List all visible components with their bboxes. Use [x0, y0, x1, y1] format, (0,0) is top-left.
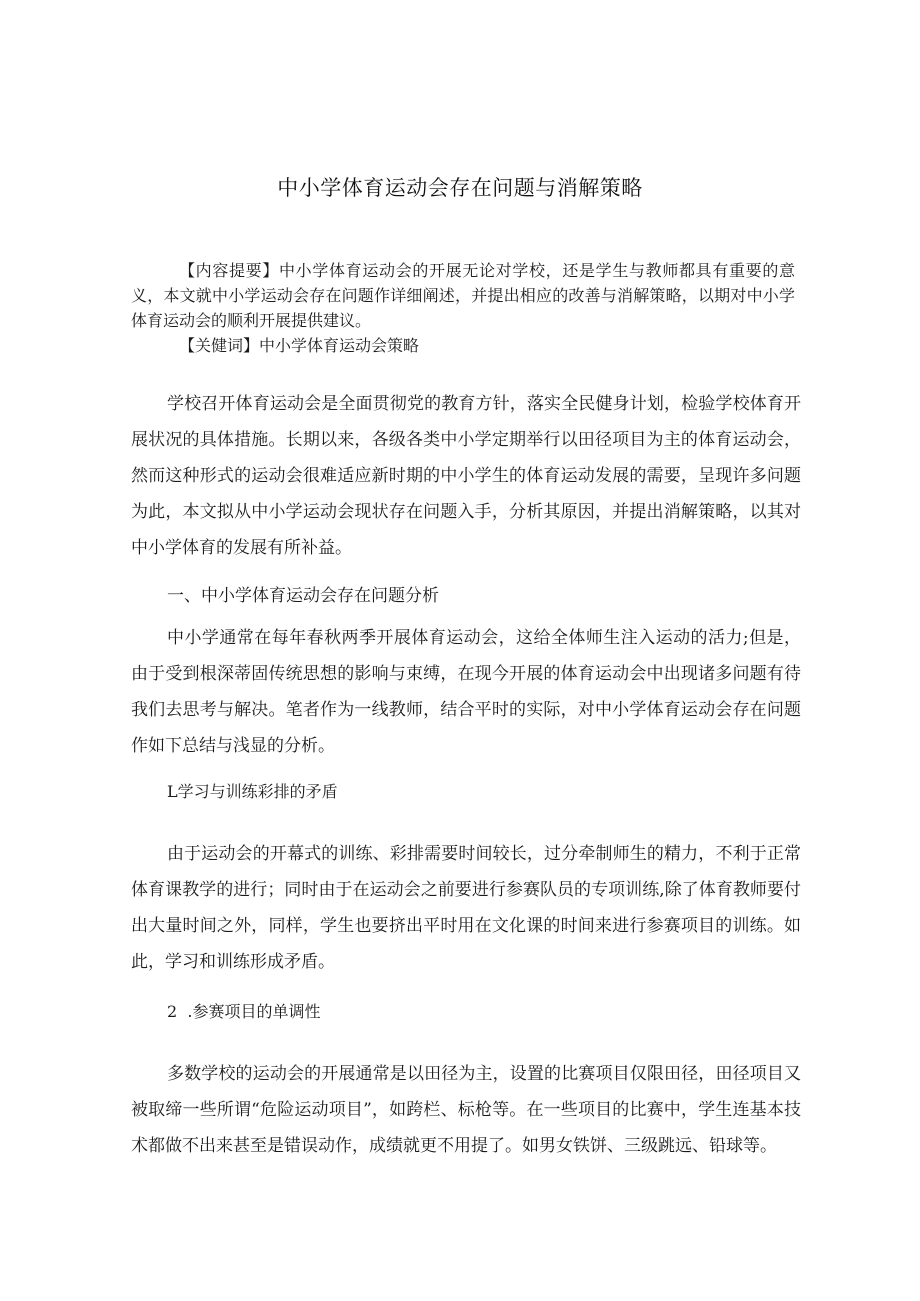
intro-paragraph-block: [131, 386, 801, 566]
section1-paragraph: 中小学通常在每年春秋两季开展体育运动会，这给全体师生注入运动的活力;但是，由于受到根深蒂固传统思想的影响与束缚，在现今开展的体育运动会中出现诸多问题有待我们去思考与解决。笔者作为一线教师，结合平时的实际，对中小学体育运动会存在问题作如下总结与浅显的分析。: [131, 628, 801, 756]
section1-heading-block: [131, 578, 801, 614]
section1-block: [131, 620, 801, 764]
page-title: 中小学体育运动会存在问题与消解策略: [277, 176, 643, 200]
keywords-line: 【关健词】中小学体育运动会策略: [179, 336, 420, 355]
intro-paragraph: 学校召开体育运动会是全面贯彻党的教育方针，落实全民健身计划，检验学校体育开展状况的具体措施。长期以来，各级各类中小学定期举行以田径项目为主的体育运动会，然而这种形式的运动会很难适应新时期的中小学生的体育运动发展的需要，呈现许多问题为此，本文拟从中小学运动会现状存在问题入手，分析其原因，并提出消解策略，以其对中小学体育的发展有所补益。: [131, 394, 801, 558]
subsection1-block: [131, 836, 801, 980]
subsection2-block: [131, 1056, 801, 1164]
abstract-block: [131, 258, 795, 358]
abstract-summary: 【内容提要】中小学体育运动会的开展无论对学校，还是学生与教师都具有重要的意义，本文就中小学运动会存在问题作详细阐述，并提出相应的改善与消解策略，以期对中小学体育运动会的顺利开展提供建议。: [131, 261, 795, 330]
section1-heading: 一、中小学体育运动会存在问题分析: [167, 586, 439, 606]
subsection2-paragraph: 多数学校的运动会的开展通常是以田径为主，设置的比赛项目仅限田径，田径项目又被取缔一些所谓“危险运动项目”，如跨栏、标枪等。在一些项目的比赛中，学生连基本技术都做不出来甚至是错误动作，成绩就更不用提了。如男女铁饼、三级跳远、铅球等。: [131, 1064, 801, 1156]
subsection1-paragraph: 由于运动会的开幕式的训练、彩排需要时间较长，过分牵制师生的精力，不利于正常体育课教学的进行；同时由于在运动会之前要进行参赛队员的专项训练,除了体育教师要付出大量时间之外，同样，学生也要挤出平时用在文化课的时间来进行参赛项目的训练。如此，学习和训练形成矛盾。: [131, 844, 801, 972]
subsection2-heading: 2 .参赛项目的单调性: [167, 1002, 321, 1021]
subsection1-heading: L学习与训练彩排的矛盾: [167, 782, 338, 801]
